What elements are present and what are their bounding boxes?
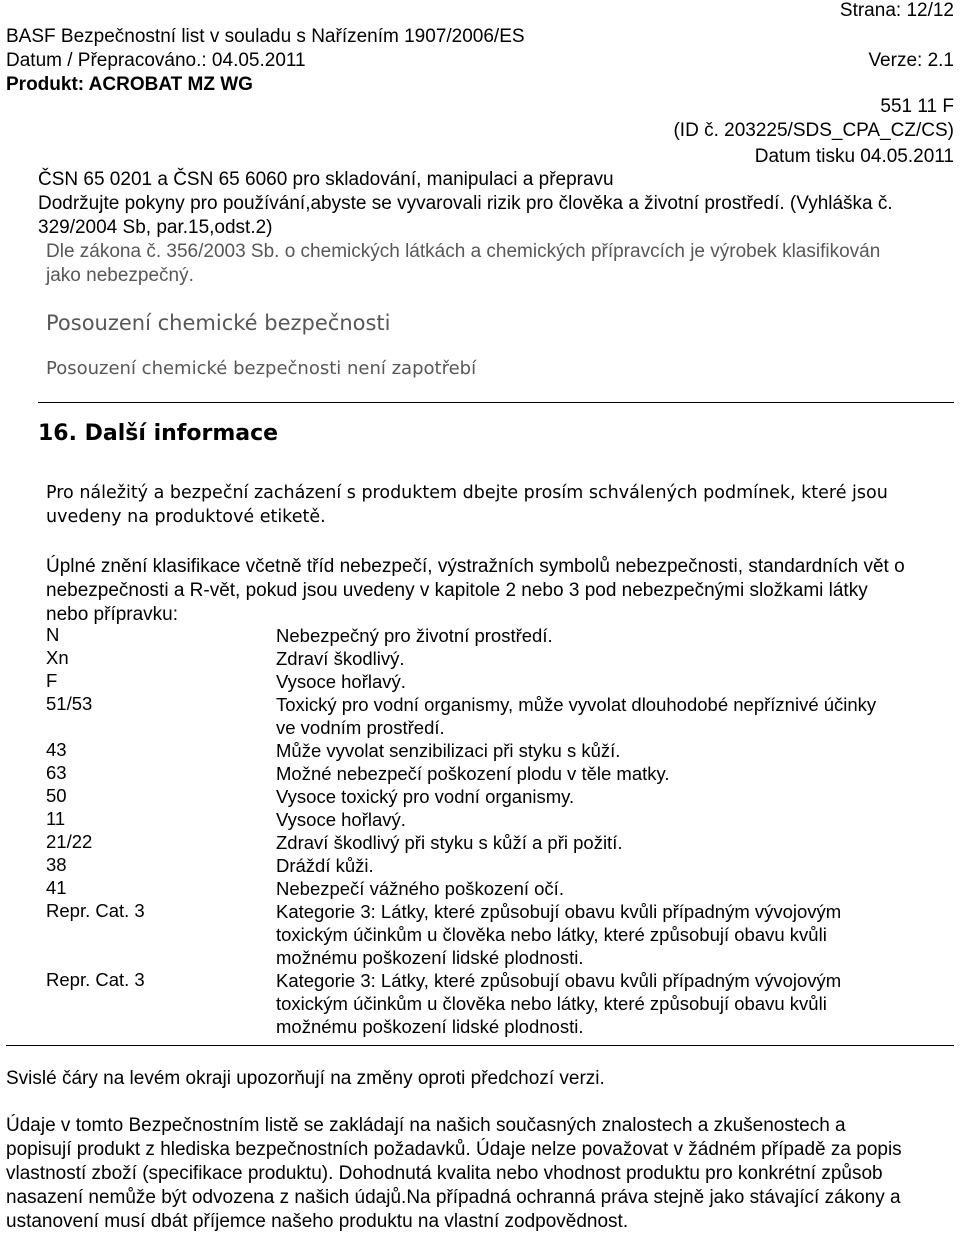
- document-title: BASF Bezpečnostní list v souladu s Nařízením 1907/2006/ES: [6, 26, 525, 47]
- section-16-para: Pro náležitý a bezpeční zacházení s produktem dbejte prosím schválených podmínek, které jsou: [46, 483, 888, 503]
- disclaimer-line: Údaje v tomto Bezpečnostním listě se zakládají na našich současných znalostech a zkušenostech a: [6, 1115, 846, 1136]
- print-date: Datum tisku 04.05.2011: [754, 146, 954, 167]
- phrase-text: Může vyvolat senzibilizaci při styku s kůží.: [276, 740, 621, 761]
- product-code: 551 11 F: [880, 96, 954, 117]
- phrase-text: Zdraví škodlivý při styku s kůží a při požití.: [276, 832, 623, 853]
- disclaimer-line: popisují produkt z hlediska bezpečnostních požadavků. Údaje nelze považovat v žádném případě za popis: [6, 1139, 902, 1160]
- version: Verze: 2.1: [868, 50, 954, 71]
- phrase-code: 50: [46, 785, 67, 806]
- phrase-text: Dráždí kůži.: [276, 855, 374, 876]
- phrase-code: 11: [46, 808, 66, 829]
- section-divider: [38, 402, 954, 403]
- disclaimer-line: ustanovení musí dbát příjemce našeho produktu na vlastní zodpovědnost.: [6, 1211, 629, 1232]
- phrase-text: ve vodním prostředí.: [276, 717, 445, 738]
- phrase-code: 43: [46, 739, 67, 760]
- phrase-code: 38: [46, 854, 67, 875]
- section-16-heading: 16. Další informace: [38, 421, 279, 446]
- section-16-para: uvedeny na produktové etiketě.: [46, 507, 326, 527]
- revision-date: Datum / Přepracováno.: 04.05.2011: [6, 50, 306, 71]
- phrase-code: Repr. Cat. 3: [46, 900, 145, 921]
- document-id: (ID č. 203225/SDS_CPA_CZ/CS): [673, 120, 954, 141]
- disclaimer-line: nasazení nemůže být odvozena z našich údajů.Na případná ochranná práva stejně jako stávající zákony a: [6, 1187, 901, 1208]
- change-note: Svislé čáry na levém okraji upozorňují na změny oproti předchozí verzi.: [6, 1068, 605, 1089]
- page-number: Strana: 12/12: [839, 0, 954, 21]
- classification-intro: Úplné znění klasifikace včetně tříd nebezpečí, výstražních symbolů nebezpečnosti, standardních vět o: [46, 556, 905, 577]
- phrase-text: toxickým účinkům u člověka nebo látky, které způsobují obavu kvůli: [276, 993, 827, 1014]
- phrase-code: Xn: [46, 647, 69, 668]
- phrase-text: Vysoce hořlavý.: [276, 809, 406, 830]
- phrase-text: toxickým účinkům u člověka nebo látky, které způsobují obavu kvůli: [276, 924, 827, 945]
- safety-heading: Posouzení chemické bezpečnosti: [46, 311, 391, 335]
- classification-intro: nebo přípravku:: [46, 604, 179, 625]
- footer-divider: [6, 1045, 954, 1046]
- phrase-text: Toxický pro vodní organismy, může vyvolat dlouhodobé nepříznivé účinky: [276, 694, 877, 715]
- safety-text: Posouzení chemické bezpečnosti není zapotřebí: [46, 358, 477, 379]
- phrase-code: N: [46, 624, 60, 645]
- phrase-text: Kategorie 3: Látky, které způsobují obavu kvůli případným vývojovým: [276, 901, 842, 922]
- phrase-code: 21/22: [46, 831, 93, 852]
- phrase-text: Vysoce toxický pro vodní organismy.: [276, 786, 575, 807]
- phrase-code: 51/53: [46, 693, 93, 714]
- phrase-text: Vysoce hořlavý.: [276, 671, 406, 692]
- phrase-text: Nebezpečný pro životní prostředí.: [276, 625, 553, 646]
- product-name: Produkt: ACROBAT MZ WG: [6, 74, 253, 95]
- disclaimer-line: vlastností zboží (specifikace produktu). Dohodnutá kvalita nebo vhodnost produktu pro konkrétní způsob: [6, 1163, 883, 1184]
- classification-intro: nebezpečnosti a R-vět, pokud jsou uvedeny v kapitole 2 nebo 3 pod nebezpečnými složkami látky: [46, 580, 868, 601]
- phrase-code: Repr. Cat. 3: [46, 969, 145, 990]
- intro-line: Dodržujte pokyny pro používání,abyste se vyvarovali rizik pro člověka a životní prostředí. (Vyhláška č.: [38, 193, 893, 214]
- intro-line: ČSN 65 0201 a ČSN 65 6060 pro skladování, manipulaci a přepravu: [38, 169, 614, 190]
- intro-line: Dle zákona č. 356/2003 Sb. o chemických látkách a chemických přípravcích je výrobek klasifikován: [46, 241, 881, 262]
- phrase-text: Nebezpečí vážného poškození očí.: [276, 878, 564, 899]
- phrase-code: 41: [46, 877, 67, 898]
- intro-line: jako nebezpečný.: [46, 265, 194, 286]
- phrase-text: Zdraví škodlivý.: [276, 648, 405, 669]
- intro-line: 329/2004 Sb, par.15,odst.2): [38, 217, 273, 238]
- phrase-text: možnému poškození lidské plodnosti.: [276, 947, 584, 968]
- phrase-text: Kategorie 3: Látky, které způsobují obavu kvůli případným vývojovým: [276, 970, 842, 991]
- phrase-text: Možné nebezpečí poškození plodu v těle matky.: [276, 763, 670, 784]
- phrase-code: 63: [46, 762, 67, 783]
- phrase-code: F: [46, 670, 58, 691]
- phrase-text: možnému poškození lidské plodnosti.: [276, 1016, 584, 1037]
